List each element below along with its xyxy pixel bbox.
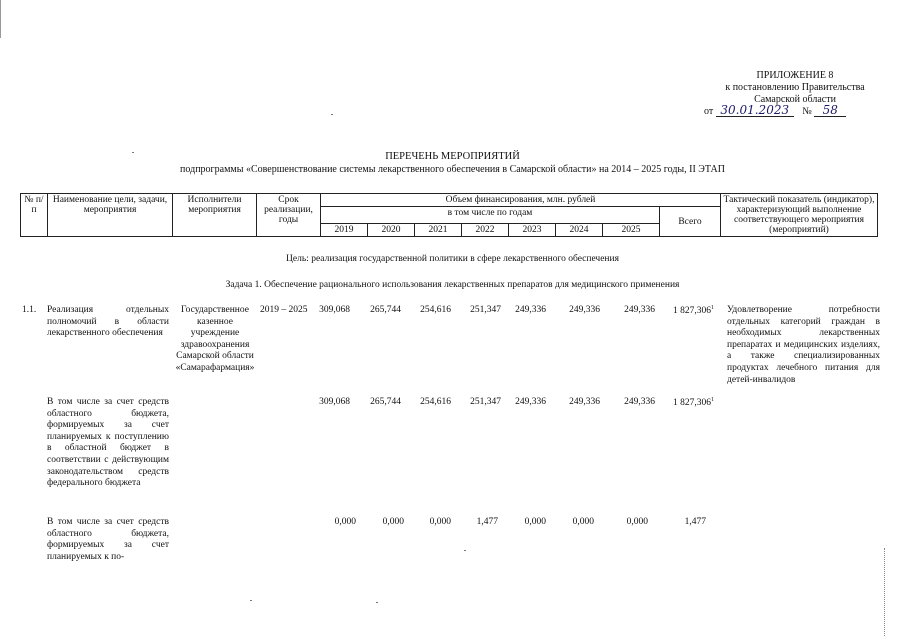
header-volume: Объем финансирования, млн. рублей [321, 194, 721, 207]
task-line: Задача 1. Обеспечение рационального использования лекарственных препаратов для медицинского применения [225, 280, 680, 290]
header-num: № п/п [21, 194, 48, 237]
header-name: Наименование цели, задачи, мероприятия [48, 194, 173, 237]
appendix-region: Самарской области [754, 94, 836, 105]
value-2024: 0,000 [572, 517, 594, 527]
value-2023: 249,336 [515, 397, 546, 407]
value-2021: 254,616 [420, 305, 451, 315]
value-2019: 309,068 [319, 305, 350, 315]
number-prefix: № [802, 106, 812, 117]
value-2023: 249,336 [515, 305, 546, 315]
appendix-block [700, 70, 890, 106]
appendix-date-line [704, 104, 864, 118]
value-2025: 249,336 [624, 305, 655, 315]
value-2020: 265,744 [370, 305, 401, 315]
value-2022: 251,347 [470, 397, 501, 407]
total-value: 1 827,306 [673, 306, 711, 317]
header-year: 2022 [462, 224, 509, 237]
value-2019: 309,068 [319, 397, 350, 407]
header-year: 2023 [509, 224, 556, 237]
header-including: в том числе по годам [321, 207, 660, 224]
header-year: 2020 [368, 224, 415, 237]
value-total [654, 305, 714, 316]
scan-speck [464, 550, 466, 551]
value-2019: 0,000 [334, 517, 356, 527]
table-header [20, 193, 878, 237]
value-2025: 249,336 [624, 397, 655, 407]
row-indicator: Удовлетворение потребности отдельных категорий граждан в необходимых лекарственных препаратах и медицинских изделиях, а также специализированных продуктах лечебного питания для детей-инвалидов [727, 305, 880, 385]
row-number: 1.1. [22, 305, 37, 315]
scan-speck [250, 600, 252, 601]
value-2022: 251,347 [470, 305, 501, 315]
value-total: 1,477 [684, 517, 706, 527]
date-prefix: от [704, 106, 714, 117]
value-2020: 265,744 [370, 397, 401, 407]
number-handwritten: 58 [814, 104, 846, 117]
total-footnote: 1 [711, 305, 714, 311]
header-period: Срок реализации, годы [257, 194, 321, 237]
value-total [654, 397, 714, 408]
header-indicator: Тактический показатель (индикатор), характеризующий выполнение соответствующего мероприятия (мероприятий) [721, 194, 878, 237]
scan-speck [331, 114, 333, 115]
scan-speck [132, 152, 134, 153]
value-2021: 254,616 [420, 397, 451, 407]
date-handwritten: 30.01.2023 [716, 104, 794, 117]
row-executor: Государственное казенное учреждение здравоохранения Самарской области «Самарафармация» [175, 305, 255, 373]
value-2023: 0,000 [524, 517, 546, 527]
appendix-decree: к постановлению Правительства [725, 82, 865, 93]
total-value: 1 827,306 [673, 398, 711, 409]
row-name: В том числе за счет средств областного бюджета, формируемых за счет планируемых к по- [47, 517, 169, 562]
value-2020: 0,000 [382, 517, 404, 527]
header-year: 2021 [415, 224, 462, 237]
header-year: 2025 [603, 224, 660, 237]
scan-edge-marks [884, 548, 887, 636]
value-2022: 1,477 [476, 517, 498, 527]
header-year: 2019 [321, 224, 368, 237]
goal-line: Цель: реализация государственной политики в сфере лекарственного обеспечения [286, 254, 619, 264]
appendix-title: ПРИЛОЖЕНИЕ 8 [756, 70, 834, 81]
row-name: В том числе за счет средств областного бюджета, формируемых за счет планируемых к поступлению в областной бюджет в соответствии с действующим законодательством средств федерального бюджета [47, 397, 169, 489]
scan-speck [376, 602, 378, 603]
scan-edge-mark [0, 0, 1, 38]
header-total: Всего [660, 207, 721, 237]
value-2021: 0,000 [429, 517, 451, 527]
row-period: 2019 – 2025 [260, 305, 308, 315]
total-footnote: 1 [711, 397, 714, 403]
value-2024: 249,336 [569, 397, 600, 407]
header-year: 2024 [556, 224, 603, 237]
header-executors: Исполнители мероприятия [173, 194, 257, 237]
value-2025: 0,000 [626, 517, 648, 527]
row-name: Реализация отдельных полномочий в области лекарственного обеспечения [47, 305, 169, 339]
page-title: ПЕРЕЧЕНЬ МЕРОПРИЯТИЙ [385, 151, 520, 162]
page-subtitle: подпрограммы «Совершенствование системы лекарственного обеспечения в Самарской области» на 2014 – 2025 годы, II ЭТАП [180, 164, 725, 175]
value-2024: 249,336 [569, 305, 600, 315]
